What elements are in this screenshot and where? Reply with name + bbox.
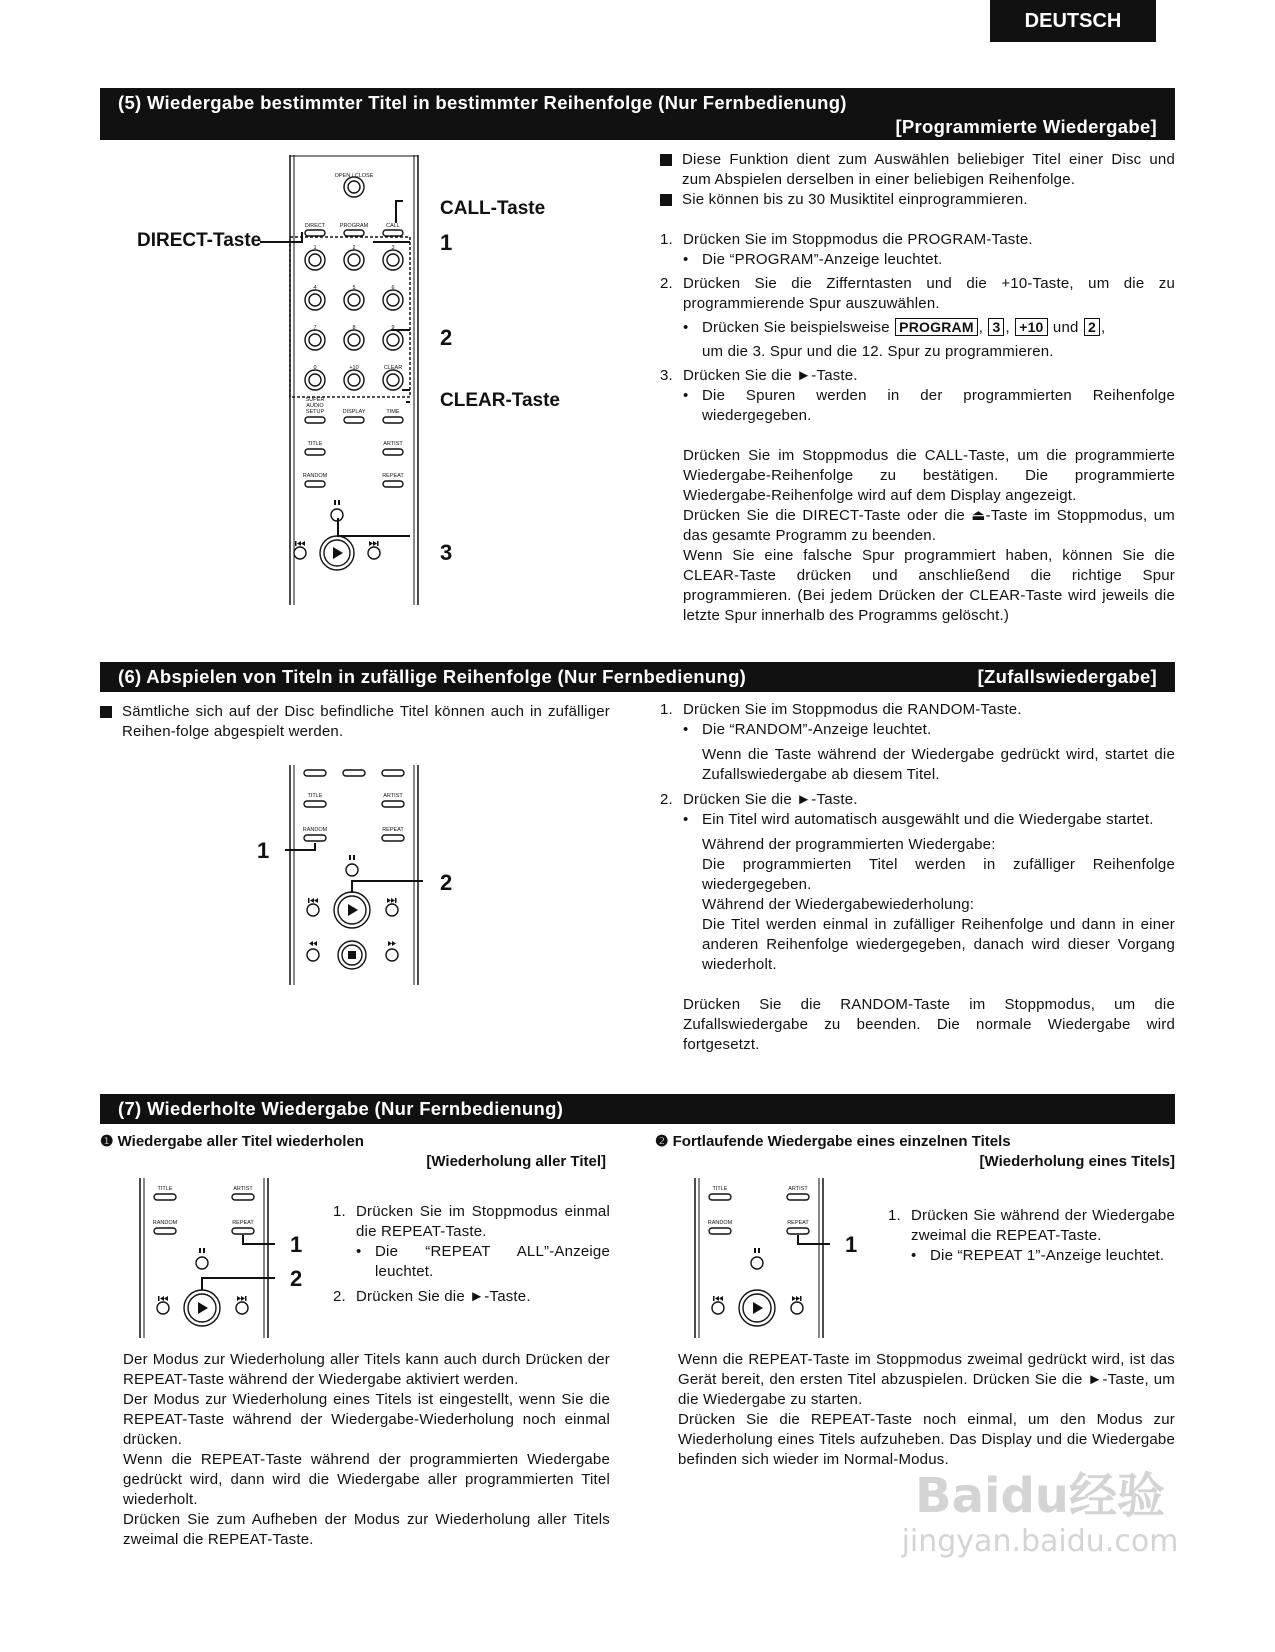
label-artist: ARTIST — [233, 1186, 253, 1192]
section-5-text — [660, 150, 1175, 626]
step-text: Drücken Sie im Stoppmodus die PROGRAM-Taste. — [683, 231, 1033, 248]
repeat-button[interactable] — [382, 835, 404, 841]
label-d9: 9 — [391, 325, 395, 331]
skip-forward-button[interactable] — [236, 1302, 248, 1314]
label-display: DISPLAY — [342, 409, 366, 415]
note-text: Die Spuren werden in der programmierten Reihenfolge wiedergegeben. — [702, 387, 1175, 424]
callout-leaders-program — [260, 190, 420, 550]
key-plus10: +10 — [1015, 318, 1047, 336]
label-repeat: REPEAT — [382, 827, 404, 833]
subsection-a-steps — [333, 1202, 610, 1307]
remote-illustration-random — [285, 765, 425, 985]
subsection-b-heading — [655, 1132, 1011, 1150]
step-1: 1. Drücken Sie im Stoppmodus die PROGRAM-Taste. — [660, 231, 1033, 248]
marker-a: ❶ — [100, 1133, 114, 1150]
subsection-b-notes — [678, 1350, 1175, 1470]
step-text: Drücken Sie im Stoppmodus die RANDOM-Taste. — [683, 701, 1022, 718]
subsection-b-steps — [888, 1206, 1175, 1266]
label-repeat: REPEAT — [232, 1220, 254, 1226]
section-6-subtitle: [Zufallswiedergabe] — [977, 666, 1157, 687]
fast-forward-button[interactable] — [386, 949, 398, 961]
note-paragraph: Wenn die REPEAT-Taste im Stoppmodus zweimal gedrückt wird, ist das Gerät bereit, den ersten Titel abzuspielen. Drücken Sie die ►-Taste, um die Wiedergabe zu starten. — [678, 1351, 1175, 1408]
title-button[interactable] — [154, 1194, 176, 1200]
label-repeat: REPEAT — [382, 473, 404, 479]
note-text: Die programmierten Titel werden in zufälliger Reihenfolge wiedergegeben. — [702, 856, 1175, 893]
step-1: 1. Drücken Sie im Stoppmodus die RANDOM-Taste. — [660, 701, 1022, 718]
skip-back-button[interactable] — [157, 1302, 169, 1314]
subsection-a-sub: [Wiederholung aller Titel] — [426, 1153, 606, 1170]
info-paragraph: Drücken Sie im Stoppmodus die CALL-Taste, um die programmierte Wiedergabe-Reihenfolge zu bestätigen. Die programmierte Wiedergabe-Reihenfolge wird auf dem Display angezeigt. — [683, 447, 1175, 504]
step-text: Drücken Sie die ►-Taste. — [356, 1288, 531, 1305]
note-paragraph: Drücken Sie die REPEAT-Taste noch einmal, um den Modus zur Wiederholung eines Titels aufzuheben. Das Display und die Wiedergabe befinden sich wieder im Normal-Modus. — [678, 1411, 1175, 1468]
remote-illustration-repeat-all — [135, 1178, 310, 1338]
subsection-a-heading — [100, 1132, 364, 1150]
label-d5: 5 — [352, 285, 356, 291]
step-1-note: • Die “PROGRAM”-Anzeige leuchtet. — [683, 251, 943, 268]
step-3: 3. Drücken Sie die ►-Taste. — [660, 367, 858, 384]
callout-call-taste: CALL-Taste — [440, 198, 546, 219]
note-text: Wenn die Taste während der Wiedergabe gedrückt wird, startet die Zufallswiedergabe ab diesem Titel. — [702, 746, 1175, 783]
repeat-button[interactable] — [232, 1228, 254, 1234]
bullet-item — [660, 190, 1175, 210]
label-title: TITLE — [712, 1186, 728, 1192]
language-tab: DEUTSCH — [990, 0, 1156, 42]
step-3-note: • Die Spuren werden in der programmierten Reihenfolge wiedergegeben. — [683, 387, 1175, 424]
label-d4: 4 — [313, 285, 317, 291]
info-paragraph: Wenn Sie eine falsche Spur programmiert haben, können Sie die CLEAR-Taste drücken und anschließend die richtige Spur programmieren. (Bei jedem Drücken der CLEAR-Taste wird jeweils die letzte Spur innerhalb des Programms gelöscht.) — [683, 547, 1175, 624]
key-2: 2 — [1084, 318, 1100, 336]
label-random: RANDOM — [302, 473, 328, 479]
step-1-extra — [660, 745, 1175, 785]
section-6-bullet — [100, 702, 610, 742]
label-plus10: +10 — [349, 365, 359, 371]
note-paragraph: Drücken Sie zum Aufheben der Modus zur Wiederholung aller Titels zweimal die REPEAT-Taste. — [123, 1511, 610, 1548]
random-button[interactable] — [154, 1228, 176, 1234]
watermark-logo-text: Baidu经验 — [915, 1468, 1165, 1524]
skip-forward-button[interactable] — [791, 1302, 803, 1314]
skip-back-button[interactable] — [712, 1302, 724, 1314]
comma: , — [1005, 319, 1010, 336]
note-text: Drücken Sie beispielsweise — [702, 319, 890, 336]
label-super: SUPER — [305, 397, 325, 403]
step-1: 1. Drücken Sie während der Wiedergabe zweimal die REPEAT-Taste. — [888, 1207, 1175, 1244]
label-title: TITLE — [307, 441, 323, 447]
skip-back-button[interactable] — [307, 904, 319, 916]
remote-illustration-repeat-one — [690, 1178, 865, 1338]
label-random: RANDOM — [152, 1220, 178, 1226]
label-artist: ARTIST — [383, 441, 403, 447]
callout-number-3: 3 — [440, 540, 453, 565]
step-2-note: • Ein Titel wird automatisch ausgewählt und die Wiedergabe startet. — [683, 811, 1154, 828]
bullet-text: Sämtliche sich auf der Disc befindliche Titel können auch in zufälliger Reihen-folge abgespielt werden. — [122, 703, 610, 740]
section-6-title: (6) Abspielen von Titeln in zufällige Reihenfolge (Nur Fernbedienung) — [118, 666, 747, 687]
label-open-close: OPEN / CLOSE — [334, 173, 374, 179]
label-program: PROGRAM — [339, 223, 369, 229]
title-button[interactable] — [304, 801, 326, 807]
callout-direct-taste: DIRECT-Taste — [137, 230, 262, 251]
section-6-header — [100, 662, 1175, 692]
rewind-button[interactable] — [307, 949, 319, 961]
title-button[interactable] — [709, 1194, 731, 1200]
step-text: Drücken Sie die ►-Taste. — [683, 367, 858, 384]
step-2: 2. Drücken Sie die Zifferntasten und die +10-Taste, um die zu programmierende Spur auszuwählen. — [660, 275, 1175, 312]
bullet-text: Sie können bis zu 30 Musiktitel einprogrammieren. — [682, 191, 1028, 208]
random-button[interactable] — [304, 835, 326, 841]
callout-clear-taste: CLEAR-Taste — [440, 390, 560, 411]
callout-number-2: 2 — [440, 325, 453, 350]
random-button[interactable] — [709, 1228, 731, 1234]
comma: , — [1100, 319, 1106, 336]
step-2: 2. Drücken Sie die ►-Taste. — [660, 791, 858, 808]
skip-forward-button[interactable] — [386, 904, 398, 916]
artist-button[interactable] — [787, 1194, 809, 1200]
step-text: Drücken Sie während der Wiedergabe zweimal die REPEAT-Taste. — [911, 1207, 1175, 1244]
step-1-note: • Die “REPEAT 1”-Anzeige leuchtet. — [911, 1247, 1165, 1264]
bullet-text: Diese Funktion dient zum Auswählen beliebiger Titel einer Disc und zum Abspielen derselben in einer beliebigen Reihenfolge. — [682, 151, 1175, 188]
label-d0: 0 — [313, 365, 317, 371]
pause-button[interactable] — [346, 864, 358, 876]
und-text: und — [1052, 319, 1079, 336]
step-1: 1. Drücken Sie im Stoppmodus einmal die REPEAT-Taste. — [333, 1203, 610, 1240]
note-text: um die 3. Spur und die 12. Spur zu programmieren. — [702, 343, 1054, 360]
step-1-note: • Die “RANDOM”-Anzeige leuchtet. — [683, 721, 932, 738]
label-d8: 8 — [352, 325, 356, 331]
label-random: RANDOM — [302, 827, 328, 833]
note-text: Die “PROGRAM”-Anzeige leuchtet. — [702, 251, 943, 268]
info-paragraph: Drücken Sie die RANDOM-Taste im Stoppmodus, um die Zufallswiedergabe zu beenden. Die normale Wiedergabe wird fortgesetzt. — [683, 996, 1175, 1053]
label-d6: 6 — [391, 285, 395, 291]
comma: , — [978, 319, 984, 336]
label-time: TIME — [386, 409, 400, 415]
section-5-title: (5) Wiedergabe bestimmter Titel in bestimmter Reihenfolge (Nur Fernbedienung) — [118, 92, 847, 113]
note-paragraph: Wenn die REPEAT-Taste während der programmierten Wiedergabe gedrückt wird, dann wird die Wiedergabe aller programmierten Titel wiederholt. — [123, 1451, 610, 1508]
step-text: Drücken Sie die Zifferntasten und die +10-Taste, um die zu programmierende Spur auszuwählen. — [683, 275, 1175, 312]
note-text: Die “RANDOM”-Anzeige leuchtet. — [702, 721, 932, 738]
note-text: Die Titel werden einmal in zufälliger Reihenfolge und dann in einer anderen Reihenfolge wiedergegeben, danach wird dieser Vorgang wiederholt. — [702, 916, 1175, 973]
section-7-header — [100, 1094, 1175, 1124]
callout-number-2: 2 — [440, 870, 453, 895]
note-text: Die “REPEAT 1”-Anzeige leuchtet. — [930, 1247, 1165, 1264]
label-clear: CLEAR — [383, 365, 403, 371]
label-title: TITLE — [307, 793, 323, 799]
label-d1: 1 — [313, 245, 317, 251]
heading-text: Wiedergabe aller Titel wiederholen — [117, 1133, 364, 1150]
label-call: CALL — [386, 223, 400, 229]
note-heading: Während der Wiedergabewiederholung: — [702, 896, 975, 913]
artist-button[interactable] — [232, 1194, 254, 1200]
subsection-a-notes — [123, 1350, 610, 1550]
label-artist: ARTIST — [788, 1186, 808, 1192]
note-text: Ein Titel wird automatisch ausgewählt und die Wiedergabe startet. — [702, 811, 1154, 828]
label-setup: SETUP — [305, 409, 325, 415]
note-heading: Während der programmierten Wiedergabe: — [702, 836, 996, 853]
heading-text: Fortlaufende Wiedergabe eines einzelnen Titels — [672, 1133, 1011, 1150]
label-direct: DIRECT — [304, 223, 326, 229]
label-artist: ARTIST — [383, 793, 403, 799]
subsection-b-sub: [Wiederholung eines Titels] — [979, 1153, 1175, 1170]
callout-number-1: 1 — [257, 838, 270, 863]
note-paragraph: Der Modus zur Wiederholung eines Titels ist eingestellt, wenn Sie die REPEAT-Taste während der Wiedergabe-Wiederholung noch einmal drücken. — [123, 1391, 610, 1448]
callout-number-1: 1 — [440, 230, 453, 255]
repeat-button[interactable] — [787, 1228, 809, 1234]
marker-b: ❷ — [655, 1133, 669, 1150]
step-text: Drücken Sie im Stoppmodus einmal die REPEAT-Taste. — [356, 1203, 610, 1240]
section-7-title: (7) Wiederholte Wiedergabe (Nur Fernbedienung) — [118, 1098, 564, 1119]
pause-button[interactable] — [196, 1257, 208, 1269]
programmed-playback-note — [660, 835, 1175, 975]
callout-number-2: 2 — [290, 1266, 303, 1291]
key-program: PROGRAM — [895, 318, 978, 336]
note-paragraph: Der Modus zur Wiederholung aller Titels kann auch durch Drücken der REPEAT-Taste während der Wiedergabe aktiviert werden. — [123, 1351, 610, 1388]
label-d7: 7 — [313, 325, 317, 331]
section-5-header — [100, 88, 1175, 140]
callout-number-1: 1 — [290, 1232, 303, 1257]
step-2-note: • Drücken Sie beispielsweise PROGRAM , 3 , +10 und 2 , um die 3. Spur und die 12. Spur zu programmieren. — [660, 318, 1175, 362]
label-d2: 2 — [352, 245, 356, 251]
section-5-subtitle: [Programmierte Wiedergabe] — [895, 116, 1157, 137]
bullet-item — [660, 150, 1175, 190]
callout-number-1: 1 — [845, 1232, 858, 1257]
step-2: 2. Drücken Sie die ►-Taste. — [333, 1288, 531, 1305]
artist-button[interactable] — [382, 801, 404, 807]
label-audio: AUDIO — [306, 403, 324, 409]
pause-button[interactable] — [751, 1257, 763, 1269]
note-text: Die “REPEAT ALL”-Anzeige leuchtet. — [375, 1243, 610, 1280]
label-title: TITLE — [157, 1186, 173, 1192]
info-paragraph: Drücken Sie die DIRECT-Taste oder die ⏏-Taste im Stoppmodus, um das gesamte Programm zu beenden. — [683, 507, 1175, 544]
watermark-url: jingyan.baidu.com — [901, 1524, 1179, 1559]
label-repeat: REPEAT — [787, 1220, 809, 1226]
label-d3: 3 — [391, 245, 395, 251]
step-1-note: • Die “REPEAT ALL”-Anzeige leuchtet. — [356, 1243, 610, 1280]
key-3: 3 — [988, 318, 1004, 336]
step-text: Drücken Sie die ►-Taste. — [683, 791, 858, 808]
section-6-text — [660, 700, 1175, 1055]
label-random: RANDOM — [707, 1220, 733, 1226]
baidu-watermark — [890, 1468, 1190, 1560]
